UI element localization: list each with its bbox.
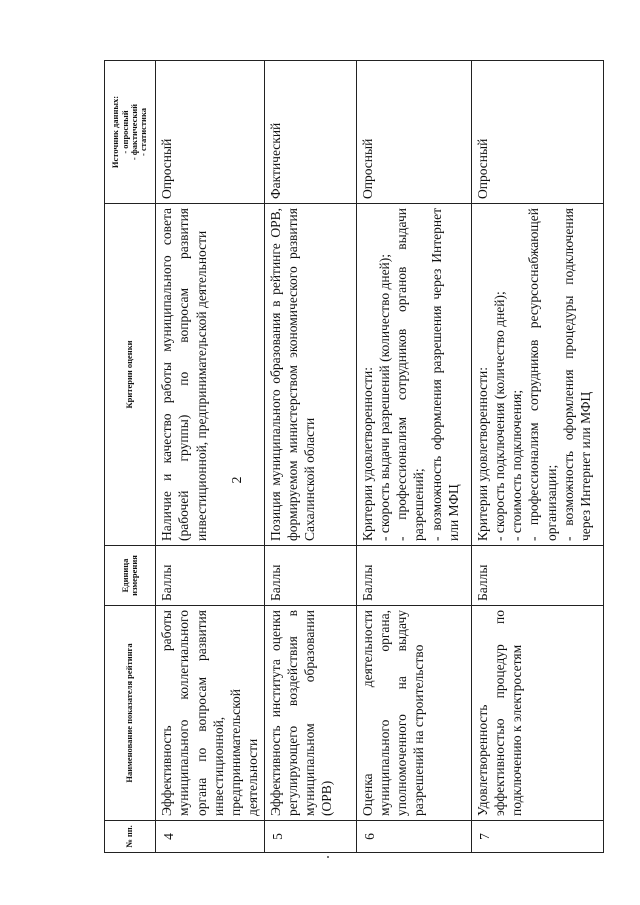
row-source: Опросный xyxy=(156,61,265,204)
row-num: 6 xyxy=(356,821,471,853)
rotated-table-region xyxy=(104,61,619,853)
row-unit: Баллы xyxy=(264,546,356,606)
criteria-line: - скорость подключения (количество дней); xyxy=(491,291,507,541)
row-name: Удовлетворенность эффективностью процедур по подключению к электросетям xyxy=(471,606,603,821)
row-criteria xyxy=(356,204,471,546)
criteria-line: Наличие и качество работы муниципального совета (рабочей группы) по вопросам развития инвестиционной, предпринимательской деятельности xyxy=(159,208,209,541)
criteria-line: - профессионализм сотрудников органов выдачи разрешений; xyxy=(394,208,427,541)
row-source: Фактический xyxy=(264,61,356,204)
rating-table-wrapper xyxy=(104,61,619,853)
criteria-line: - скорость выдачи разрешений (количество дней); xyxy=(376,253,392,541)
table-row xyxy=(264,61,356,853)
header-source-option: - статистика xyxy=(138,108,149,156)
header-num: № пп. xyxy=(105,821,156,853)
scan-speck xyxy=(327,856,329,858)
row-num: 7 xyxy=(471,821,603,853)
row-name: Эффективность института оценки регулирующего воздействия в муниципальном образовании (ОРВ) xyxy=(264,606,356,821)
header-source-option: - фактический xyxy=(129,103,139,161)
table-row xyxy=(156,61,265,853)
row-unit: Баллы xyxy=(156,546,265,606)
criteria-line: Критерии удовлетворенности: xyxy=(474,367,490,541)
header-source-option: - опросный xyxy=(119,110,130,154)
page-number: 2 xyxy=(230,476,245,484)
header-unit: Единица измерения xyxy=(105,546,156,606)
row-criteria xyxy=(264,204,356,546)
table-row xyxy=(471,61,603,853)
table-header-row xyxy=(105,61,156,853)
rating-table xyxy=(104,60,604,853)
criteria-line: - возможность оформления разрешения через Интернет или МФЦ xyxy=(428,208,461,541)
row-criteria xyxy=(471,204,603,546)
table-row xyxy=(356,61,471,853)
criteria-line: Позиция муниципального образования в рейтинге ОРВ, формируемом министерством экономического развития Сахалинской области xyxy=(267,208,318,541)
criteria-line: - стоимость подключения; xyxy=(509,389,525,541)
row-num: 5 xyxy=(264,821,356,853)
row-unit: Баллы xyxy=(356,546,471,606)
header-source xyxy=(105,61,156,204)
row-name: Оценка деятельности муниципального органа, уполномоченного на выдачу разрешений на строительство xyxy=(356,606,471,821)
row-source: Опросный xyxy=(471,61,603,204)
row-name: Эффективность работы муниципального коллегиального органа по вопросам развития инвестиционной, предпринимательской деятельности xyxy=(156,606,265,821)
header-source-title: Источник данных: xyxy=(110,95,121,169)
criteria-line: - профессионализм сотрудников ресурсоснабжающей организации; xyxy=(526,208,559,541)
row-unit: Баллы xyxy=(471,546,603,606)
criteria-line: Критерии удовлетворенности: xyxy=(359,367,375,541)
row-num: 4 xyxy=(156,821,265,853)
header-name: Наименование показателя рейтинга xyxy=(105,606,156,821)
row-source: Опросный xyxy=(356,61,471,204)
criteria-line: - возможность оформления процедуры подключения через Интернет или МФЦ xyxy=(560,208,594,541)
header-criteria: Критерии оценки xyxy=(105,204,156,546)
row-criteria xyxy=(156,204,265,546)
